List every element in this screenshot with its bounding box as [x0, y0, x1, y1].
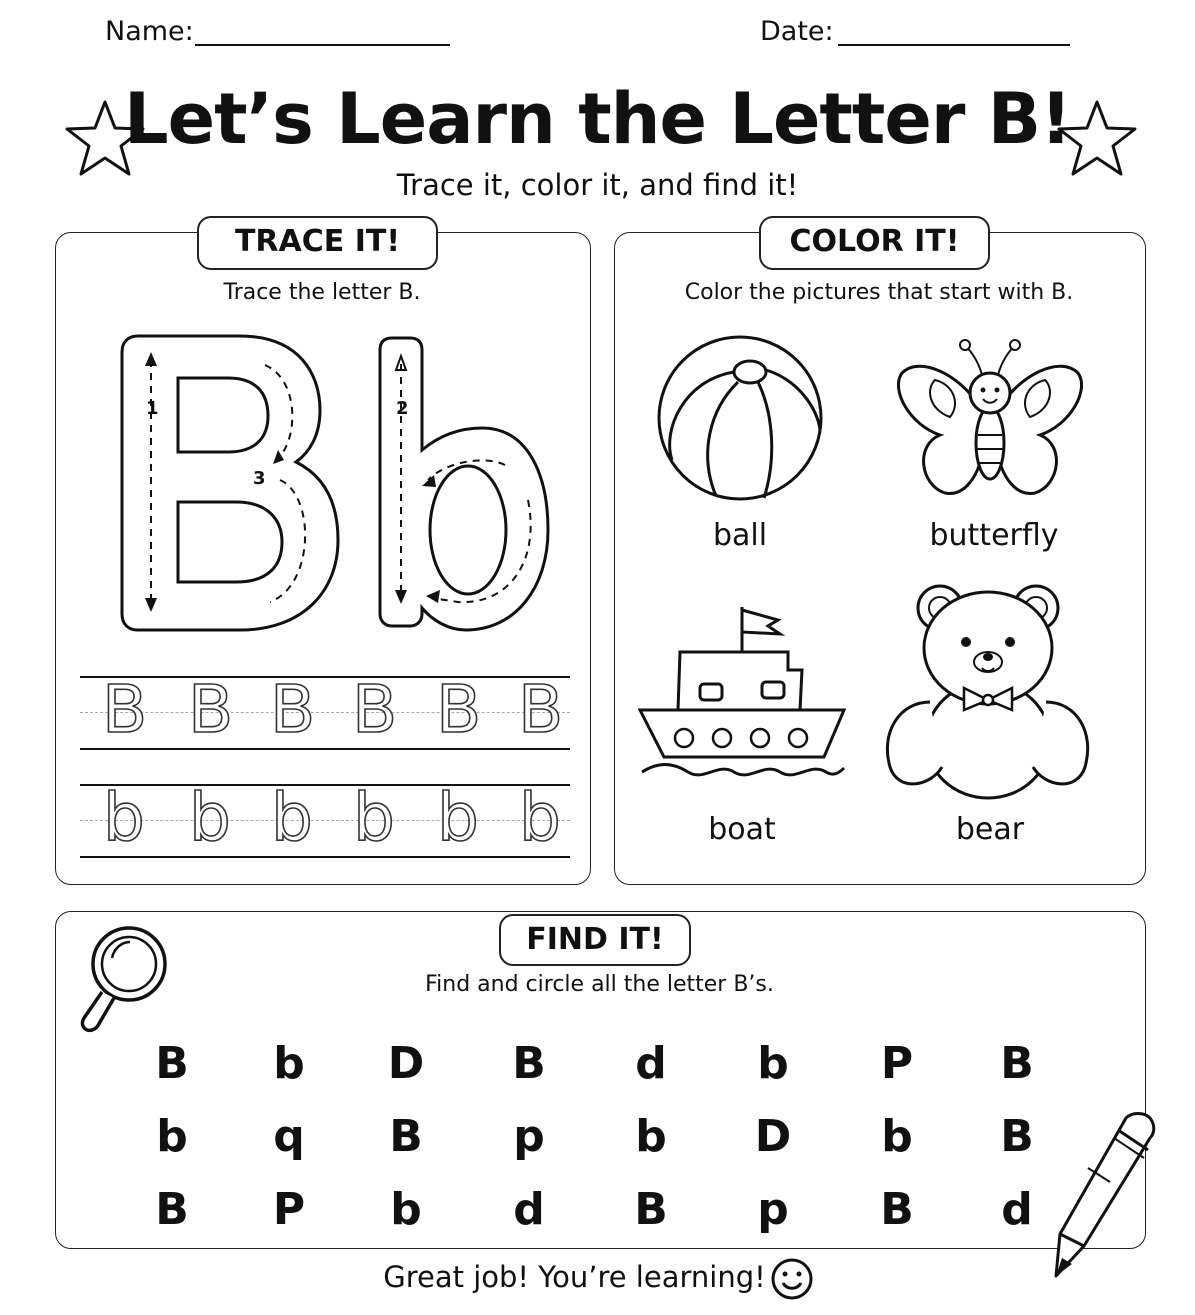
- find-instruction: Find and circle all the letter B’s.: [425, 972, 774, 997]
- find-letter[interactable]: b: [635, 1111, 667, 1162]
- find-letter[interactable]: D: [754, 1111, 792, 1162]
- boat-icon[interactable]: [638, 602, 848, 782]
- find-letter[interactable]: b: [390, 1184, 422, 1235]
- trace-row-uppercase: [80, 671, 570, 748]
- trace-letter: b: [103, 779, 145, 856]
- find-letter[interactable]: B: [155, 1184, 189, 1235]
- color-tab: COLOR IT!: [759, 216, 990, 270]
- find-letter[interactable]: B: [389, 1111, 423, 1162]
- find-letter[interactable]: p: [757, 1184, 789, 1235]
- trace-letter: b: [189, 779, 231, 856]
- name-label: Name:: [105, 16, 194, 47]
- word-label: butterfly: [929, 518, 1059, 553]
- find-letter[interactable]: d: [635, 1038, 667, 1089]
- trace-letter: b: [271, 779, 313, 856]
- trace-letter: B: [102, 671, 148, 748]
- trace-letter: B: [352, 671, 398, 748]
- magnifying-glass-icon: [72, 922, 172, 1040]
- find-letter[interactable]: b: [156, 1111, 188, 1162]
- stroke-number: 3: [253, 468, 266, 489]
- find-letter[interactable]: B: [634, 1184, 668, 1235]
- trace-line: [80, 748, 570, 750]
- find-letter[interactable]: p: [513, 1111, 545, 1162]
- trace-letter: b: [353, 779, 395, 856]
- trace-letters-graphic: [110, 330, 560, 640]
- trace-letter: B: [436, 671, 482, 748]
- trace-row-lowercase: [80, 779, 570, 856]
- trace-letter: B: [270, 671, 316, 748]
- find-letter[interactable]: P: [880, 1038, 914, 1089]
- find-letter[interactable]: d: [513, 1184, 545, 1235]
- find-tab: FIND IT!: [499, 914, 691, 966]
- find-letter[interactable]: B: [880, 1184, 914, 1235]
- stroke-number: 1: [146, 398, 159, 419]
- trace-letter: B: [518, 671, 564, 748]
- date-field[interactable]: [838, 44, 1070, 46]
- page-subtitle: Trace it, color it, and find it!: [396, 168, 799, 202]
- name-field[interactable]: [195, 44, 450, 46]
- find-letter[interactable]: b: [273, 1038, 305, 1089]
- find-letter[interactable]: B: [1000, 1111, 1034, 1162]
- footer-message: [0, 1260, 1195, 1294]
- find-letter[interactable]: D: [387, 1038, 425, 1089]
- find-letter[interactable]: d: [1001, 1184, 1033, 1235]
- find-letter[interactable]: B: [155, 1038, 189, 1089]
- trace-letter: b: [519, 779, 561, 856]
- trace-line: [80, 856, 570, 858]
- trace-instruction: Trace the letter B.: [223, 280, 421, 305]
- word-label: boat: [708, 812, 776, 847]
- trace-tab: TRACE IT!: [197, 216, 438, 270]
- butterfly-icon[interactable]: [890, 335, 1090, 505]
- page-title: Let’s Learn the Letter B!: [123, 78, 1071, 160]
- trace-letter: B: [188, 671, 234, 748]
- find-letter[interactable]: B: [512, 1038, 546, 1089]
- find-letter[interactable]: q: [273, 1111, 305, 1162]
- stroke-number: 2: [396, 398, 409, 419]
- word-label: bear: [955, 812, 1025, 847]
- word-label: ball: [712, 518, 768, 553]
- pencil-icon: [1048, 1108, 1160, 1284]
- bear-icon[interactable]: [880, 582, 1095, 802]
- find-letter[interactable]: P: [272, 1184, 306, 1235]
- find-letter[interactable]: b: [757, 1038, 789, 1089]
- smiley-icon: [770, 1257, 814, 1301]
- find-letter[interactable]: B: [1000, 1038, 1034, 1089]
- trace-letter: b: [437, 779, 479, 856]
- ball-icon[interactable]: [654, 330, 826, 505]
- color-instruction: Color the pictures that start with B.: [684, 280, 1074, 305]
- date-label: Date:: [760, 16, 834, 47]
- footer-text: Great job! You’re learning!: [383, 1260, 766, 1294]
- find-letter[interactable]: b: [881, 1111, 913, 1162]
